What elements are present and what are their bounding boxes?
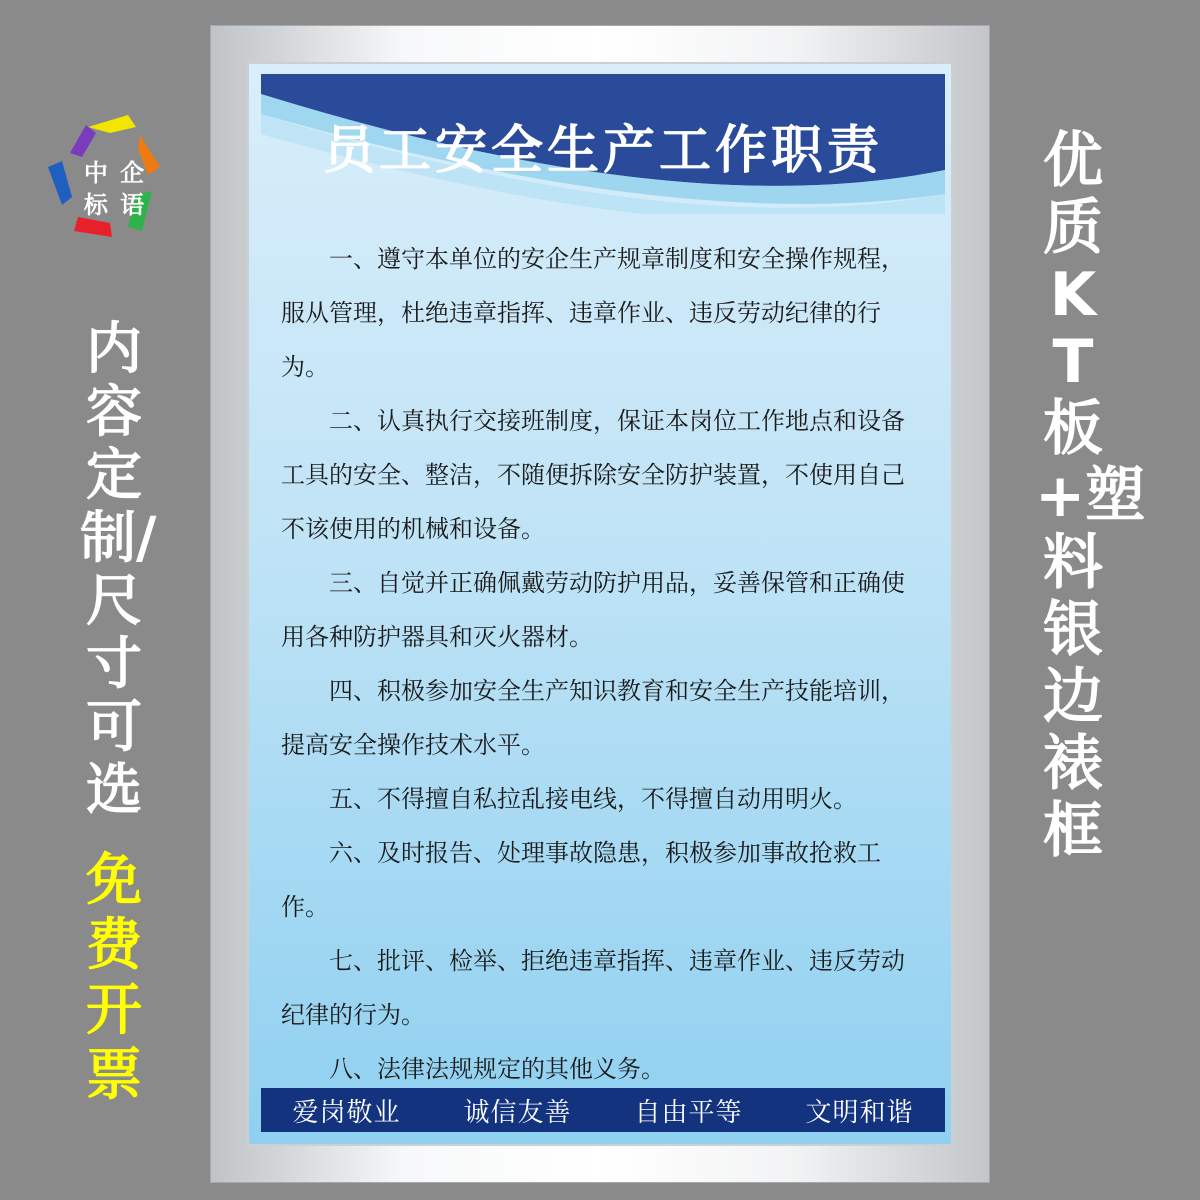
- brand-logo: [40, 105, 190, 255]
- logo-text-line2: 标 语: [83, 191, 147, 219]
- duty-item: 七、批评、检举、拒绝违章指挥、违章作业、违反劳动纪律的行为。: [281, 947, 905, 1029]
- slogan-bar: [261, 1088, 945, 1132]
- free-invoice-text: 免费开票: [86, 848, 142, 1108]
- duty-item: 六、及时报告、处理事故隐患，积极参加事故抢救工作。: [281, 839, 881, 921]
- duty-item: 一、遵守本单位的安企生产规章制度和安全操作规程，服从管理，杜绝违章指挥、违章作业、违反劳动纪律的行为。: [281, 245, 905, 381]
- poster-title: 员工安全生产工作职责: [322, 121, 883, 181]
- logo-text-line1: 中 企: [83, 159, 147, 187]
- silver-frame: [210, 25, 990, 1183]
- custom-size-text: 内容定制/尺寸可选: [80, 317, 157, 823]
- slogan: 爱岗敬业: [292, 1097, 401, 1128]
- duties-list: [281, 232, 927, 1096]
- duty-item: 二、认真执行交接班制度，保证本岗位工作地点和设备工具的安全、整洁，不随便拆除安全防护装置，不使用自己不该使用的机械和设备。: [281, 407, 905, 543]
- slogan: 自由平等: [634, 1097, 743, 1128]
- material-description-text: 优质KT板+塑料银边裱框: [1035, 126, 1146, 866]
- duty-item: 四、积极参加安全生产知识教育和安全生产技能培训，提高安全操作技术水平。: [281, 677, 905, 759]
- duty-item: 五、不得擅自私拉乱接电线，不得擅自动用明火。: [329, 785, 857, 813]
- slogan: 诚信友善: [463, 1097, 572, 1128]
- poster: [247, 62, 953, 1146]
- slogan: 文明和谐: [805, 1097, 914, 1128]
- duty-item: 八、法律法规规定的其他义务。: [329, 1055, 665, 1083]
- duty-item: 三、自觉并正确佩戴劳动防护用品，妥善保管和正确使用各种防护器具和灭火器材。: [281, 569, 905, 651]
